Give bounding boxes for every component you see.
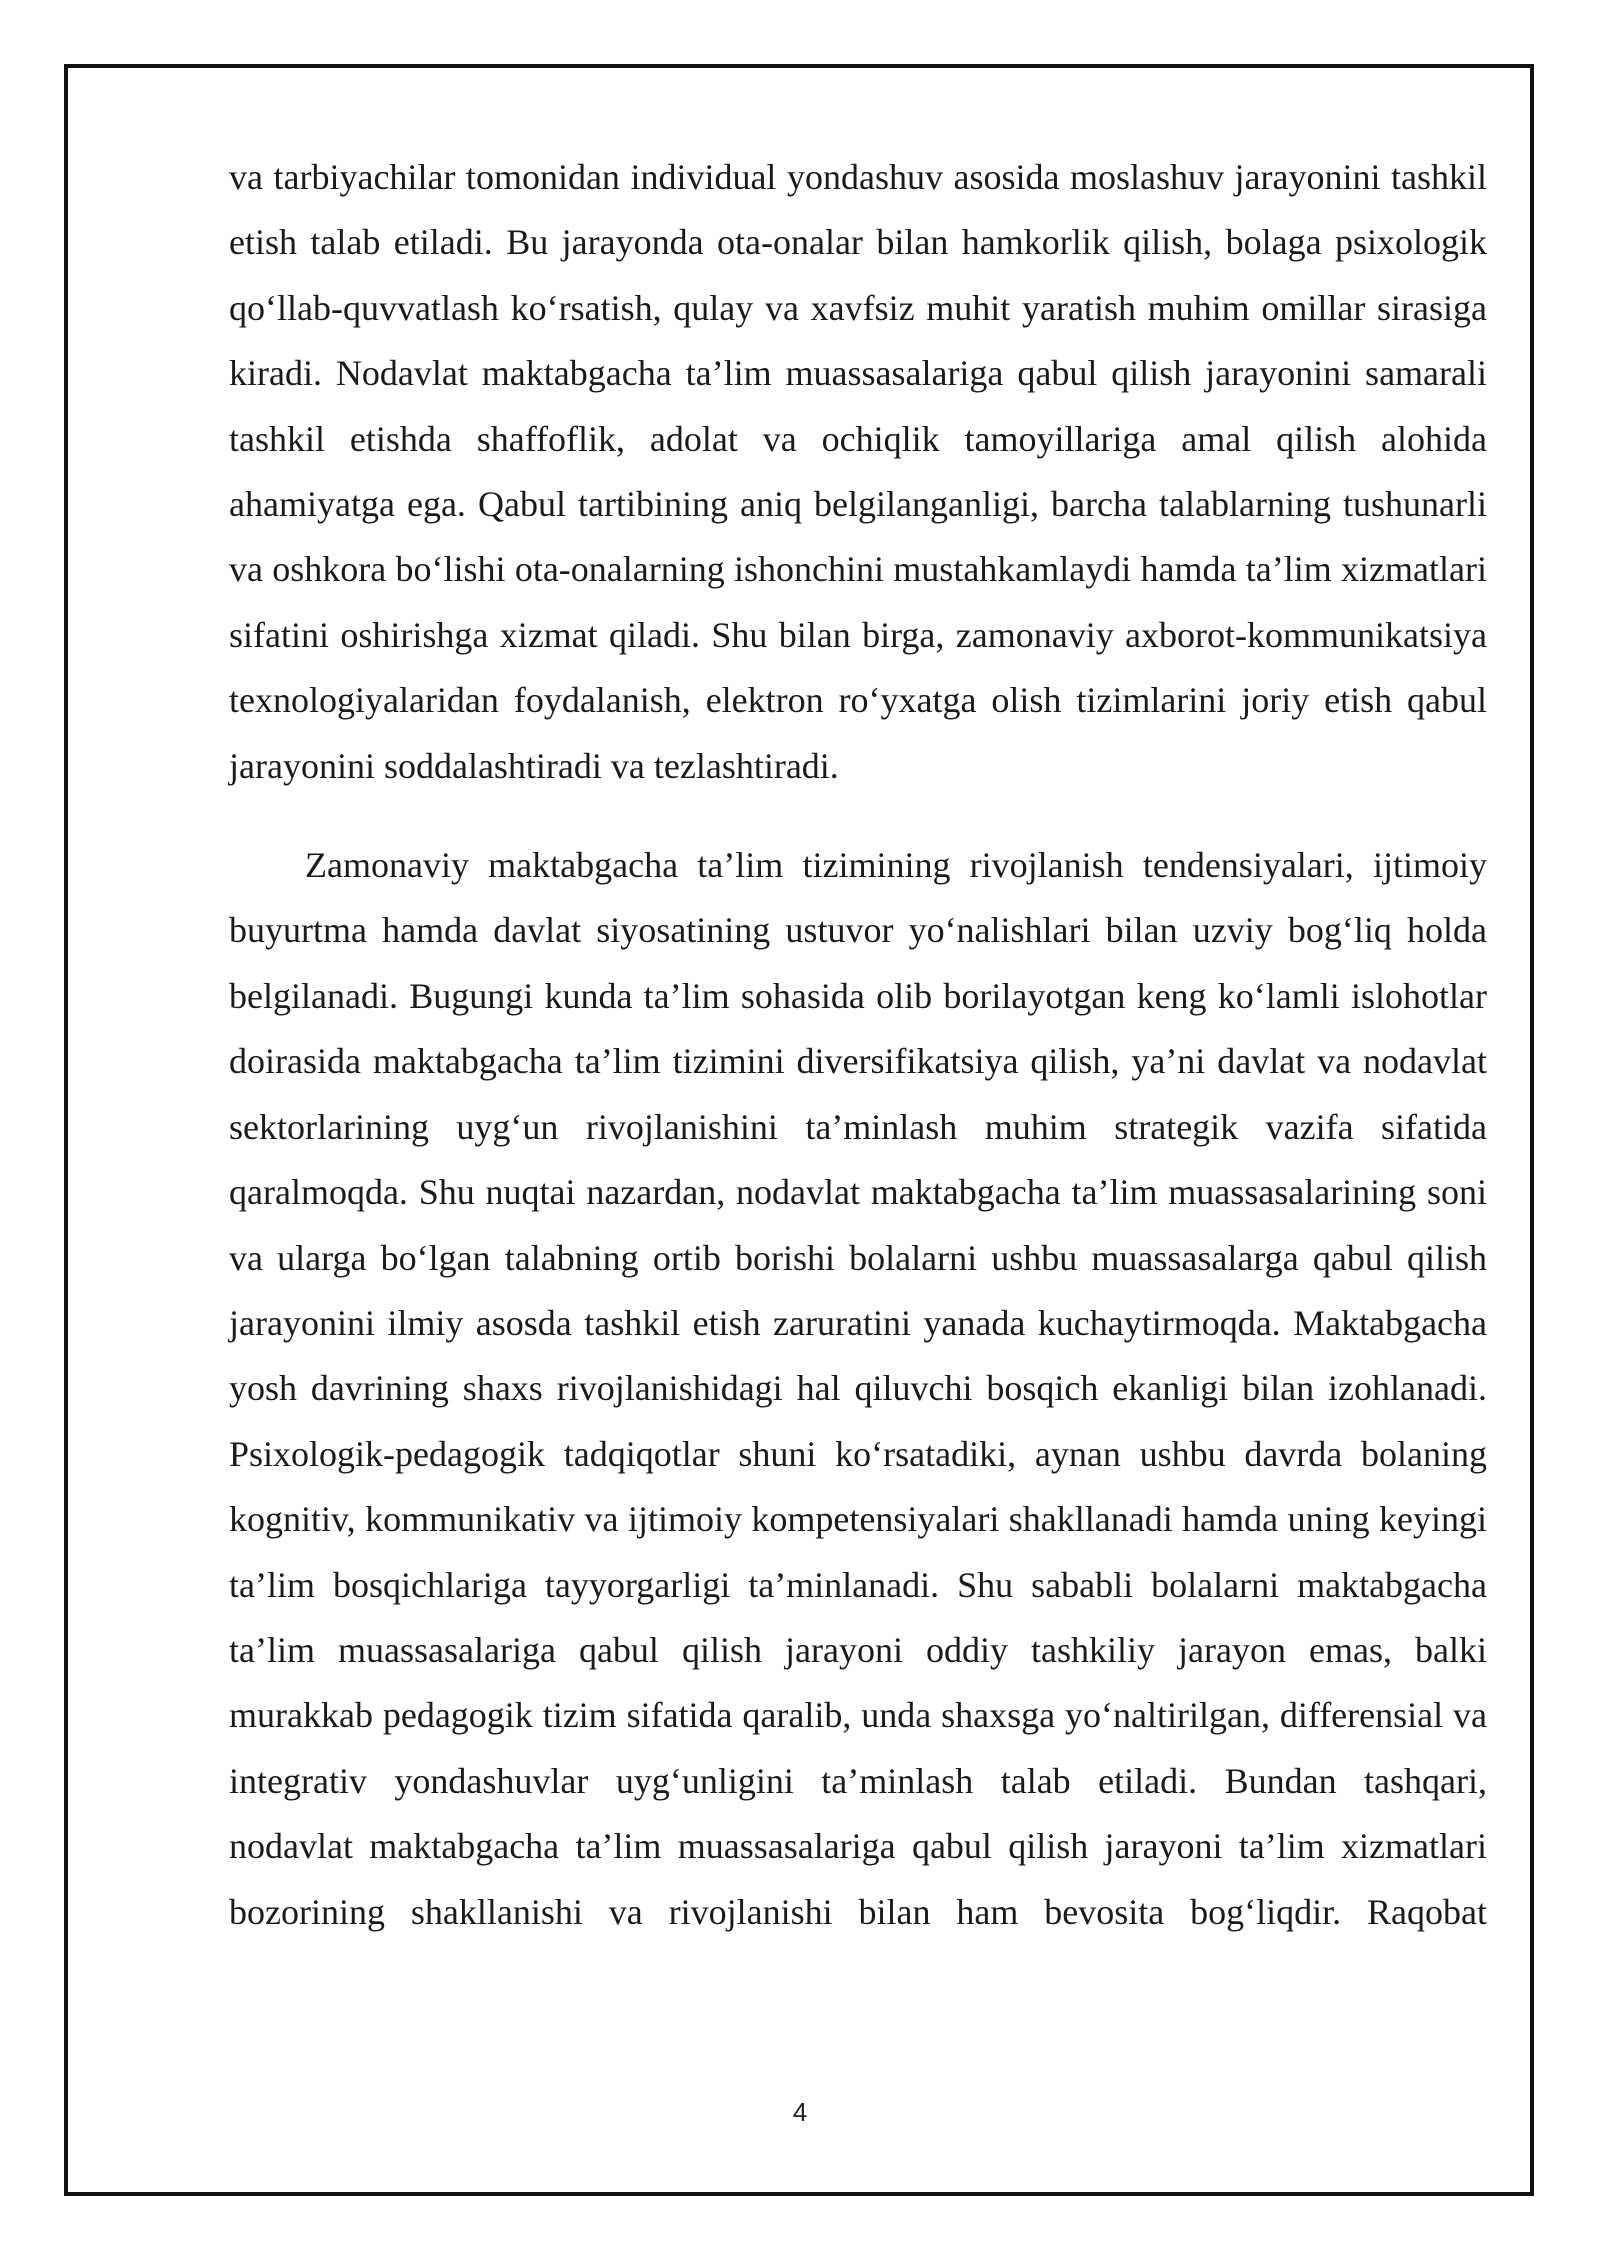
paragraph-1: va tarbiyachilar tomonidan individual yondashuv asosida moslashuv jarayonini tashkil etish talab etiladi. Bu jarayonda ota-onalar bilan hamkorlik qilish, bolaga psixologik qo‘llab-quvvatlash ko‘rsatish, qulay va xavfsiz muhit yaratish muhim omillar sirasiga kiradi. Nodavlat maktabgacha ta’lim muassasalariga qabul qilish jarayonini samarali tashkil etishda shaffoflik, adolat va ochiqlik tamoyillariga amal qilish alohida ahamiyatga ega. Qabul tartibining aniq belgilanganligi, barcha talablarning tushunarli va oshkora bo‘lishi ota-onalarning ishonchini mustahkamlaydi hamda ta’lim xizmatlari sifatini oshirishga xizmat qiladi. Shu bilan birga, zamonaviy axborot-kommunikatsiya texnologiyalaridan foydalanish, elektron ro‘yxatga olish tizimlarini joriy etish qabul jarayonini soddalashtiradi va tezlashtiradi. <box>229 157 1487 786</box>
page-number: 4 <box>792 2097 808 2127</box>
paragraph-2: Zamonaviy maktabgacha ta’lim tizimining rivojlanish tendensiyalari, ijtimoiy buyurtma hamda davlat siyosatining ustuvor yo‘nalishlari bilan uzviy bog‘liq holda belgilanadi. Bugungi kunda ta’lim sohasida olib borilayotgan keng ko‘lamli islohotlar doirasida maktabgacha ta’lim tizimini diversifikatsiya qilish, ya’ni davlat va nodavlat sektorlarining uyg‘un rivojlanishini ta’minlash muhim strategik vazifa sifatida qaralmoqda. Shu nuqtai nazardan, nodavlat maktabgacha ta’lim muassasalarining soni va ularga bo‘lgan talabning ortib borishi bolalarni ushbu muassasalarga qabul qilish jarayonini ilmiy asosda tashkil etish zaruratini yanada kuchaytirmoqda. Maktabgacha yosh davrining shaxs rivojlanishidagi hal qiluvchi bosqich ekanligi bilan izohlanadi. Psixologik-pedagogik tadqiqotlar shuni ko‘rsatadiki, aynan ushbu davrda bolaning kognitiv, kommunikativ va ijtimoiy kompetensiyalari shakllanadi hamda uning keyingi ta’lim bosqichlariga tayyorgarligi ta’minlanadi. Shu sababli bolalarni maktabgacha ta’lim muassasalariga qabul qilish jarayoni oddiy tashkiliy jarayon emas, balki murakkab pedagogik tizim sifatida qaralib, unda shaxsga yo‘naltirilgan, differensial va integrativ yondashuvlar uyg‘unligini ta’minlash talab etiladi. Bundan tashqari, nodavlat maktabgacha ta’lim muassasalariga qabul qilish jarayoni ta’lim xizmatlari bozorining shakllanishi va rivojlanishi bilan ham bevosita bog‘liqdir. Raqobat <box>229 845 1487 1932</box>
document-body <box>229 145 1487 1945</box>
